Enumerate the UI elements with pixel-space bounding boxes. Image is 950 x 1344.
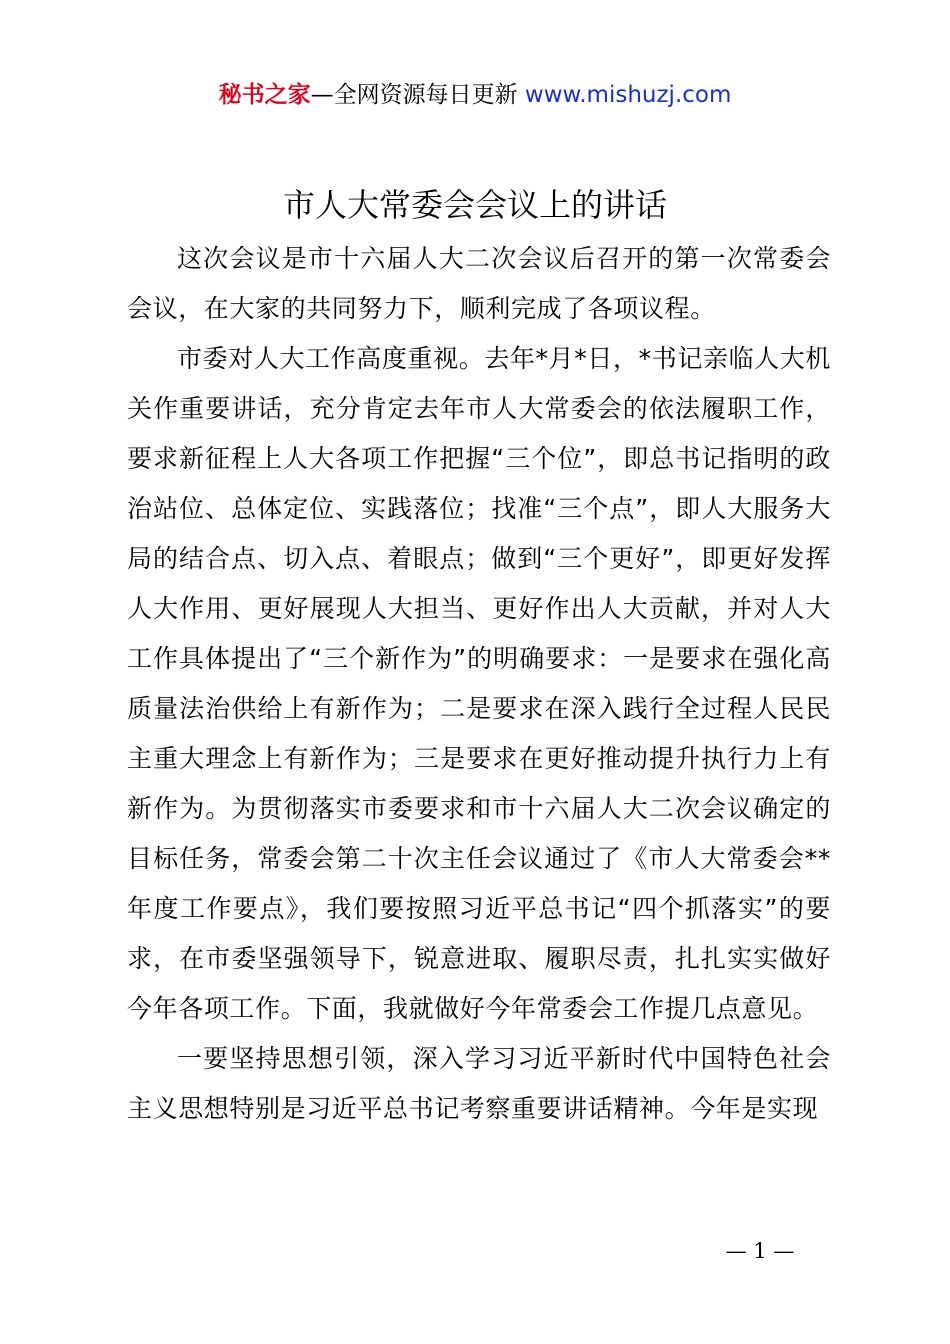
document-title: 市人大常委会会议上的讲话 (282, 186, 667, 224)
site-header (0, 78, 950, 112)
document-body (127, 234, 831, 1134)
header-tagline: —全网资源每日更新 (310, 82, 525, 108)
site-url-link[interactable]: www.mishuzj.com (524, 82, 732, 108)
paragraph-1: 这次会议是市十六届人大二次会议后召开的第一次常委会会议，在大家的共同努力下，顺利完成了各项议程。 (127, 244, 831, 323)
page-number: — 1 — (725, 1239, 795, 1263)
brand-name: 秘书之家 (218, 82, 311, 108)
paragraph-3: 一要坚持思想引领，深入学习习近平新时代中国特色社会主义思想特别是习近平总书记考察重要讲话精神。今年是实现 (127, 1044, 831, 1123)
paragraph-2: 市委对人大工作高度重视。去年*月*日，*书记亲临人大机关作重要讲话，充分肯定去年市人大常委会的依法履职工作，要求新征程上人大各项工作把握“三个位”，即总书记指明的政治站位、总体定位、实践落位；找准“三个点”，即人大服务大局的结合点、切入点、着眼点；做到“三个更好”，即更好发挥人大作用、更好展现人大担当、更好作出人大贡献，并对人大工作具体提出了“三个新作为”的明确要求：一是要求在强化高质量法治供给上有新作为；二是要求在深入践行全过程人民民主重大理念上有新作为；三是要求在更好推动提升执行力上有新作为。为贯彻落实市委要求和市十六届人大二次会议确定的目标任务，常委会第二十次主任会议通过了《市人大常委会**年度工作要点》，我们要按照习近平总书记“四个抓落实”的要求，在市委坚强领导下，锐意进取、履职尽责，扎扎实实做好今年各项工作。下面，我就做好今年常委会工作提几点意见。 (127, 344, 831, 1023)
